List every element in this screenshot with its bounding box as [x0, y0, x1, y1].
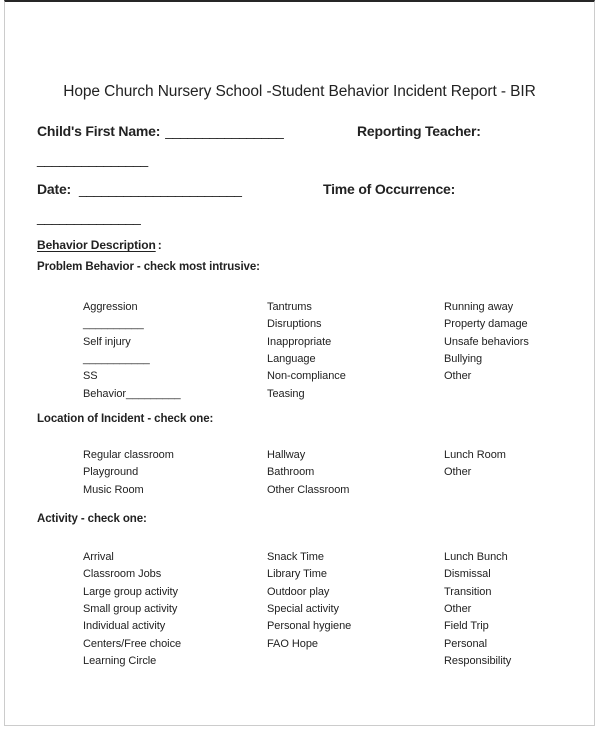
date-row [37, 181, 242, 199]
problem-behavior-item: Bullying [444, 352, 483, 365]
problem-behavior-item: Aggression [83, 301, 138, 313]
problem-behavior-item: SS [83, 370, 98, 383]
activity-item: Individual activity [83, 620, 166, 633]
date-blank: ______________________ [79, 181, 242, 197]
problem-behavior-col-2 [267, 299, 444, 403]
activity-item: Transition [444, 585, 492, 598]
activity-item: Personal hygiene [267, 620, 352, 633]
problem-behavior-item: Inappropriate [267, 335, 332, 348]
child-first-name-blank: ________________ [165, 123, 284, 139]
activity-col-2 [267, 549, 444, 670]
activity-item: FAO Hope [267, 637, 318, 650]
location-heading: Location of Incident - check one: [37, 413, 214, 425]
activity-item: Dismissal [444, 568, 491, 581]
activity-item: Other [444, 602, 472, 615]
activity-item: Lunch Bunch [444, 551, 508, 563]
reporting-teacher-label: Reporting Teacher: [357, 123, 481, 139]
problem-behavior-item: Non-compliance [267, 370, 346, 383]
blank-line: __________ [83, 318, 144, 331]
date-label: Date: [37, 181, 72, 197]
location-item: Other [444, 466, 472, 479]
activity-item: Learning Circle [83, 654, 157, 667]
problem-behavior-item: Running away [444, 301, 514, 313]
child-first-name-label: Child's First Name: [37, 123, 161, 139]
activity-col-1 [83, 549, 267, 670]
document-page [4, 0, 595, 726]
location-item: Lunch Room [444, 449, 506, 461]
problem-behavior-item: Self injury [83, 335, 131, 348]
activity-item: Snack Time [267, 551, 324, 563]
location-list [83, 447, 584, 499]
behavior-description-label: Behavior Description [37, 238, 156, 252]
location-col-3 [444, 447, 584, 499]
location-item: Music Room [83, 483, 144, 496]
page-title: Hope Church Nursery School -Student Behavior Incident Report - BIR [63, 83, 536, 100]
location-item: Hallway [267, 449, 306, 461]
behavior-description-colon: : [157, 238, 162, 252]
activity-list [83, 549, 584, 670]
blank-line: ___________ [83, 352, 150, 365]
location-item: Other Classroom [267, 483, 350, 496]
problem-behavior-item: Teasing [267, 387, 305, 400]
problem-behavior-item: Language [267, 352, 316, 365]
problem-behavior-item: Tantrums [267, 301, 312, 313]
activity-item: Outdoor play [267, 585, 330, 598]
activity-item: Classroom Jobs [83, 568, 162, 581]
problem-behavior-list [83, 299, 584, 403]
activity-col-3 [444, 549, 584, 670]
problem-behavior-col-3 [444, 299, 584, 403]
activity-heading: Activity - check one: [37, 513, 147, 525]
activity-item: Centers/Free choice [83, 637, 182, 650]
activity-item: Special activity [267, 602, 339, 615]
activity-item: Responsibility [444, 654, 512, 667]
location-col-1 [83, 447, 267, 499]
problem-behavior-item: Disruptions [267, 318, 322, 331]
problem-behavior-item: Property damage [444, 318, 528, 331]
location-col-2 [267, 447, 444, 499]
location-item: Bathroom [267, 466, 315, 479]
behavior-description-heading [37, 238, 162, 252]
problem-behavior-col-1 [83, 299, 267, 403]
reporting-teacher-blank: _______________ [37, 151, 148, 167]
time-of-occurrence-blank: ______________ [37, 209, 141, 225]
location-item: Playground [83, 466, 139, 479]
activity-item: Small group activity [83, 602, 178, 615]
problem-behavior-heading: Problem Behavior - check most intrusive: [37, 261, 260, 273]
activity-item: Large group activity [83, 585, 178, 598]
problem-behavior-item: Other [444, 370, 472, 383]
activity-item: Arrival [83, 551, 114, 563]
activity-item: Personal [444, 637, 488, 650]
time-of-occurrence-label: Time of Occurrence: [323, 181, 456, 197]
problem-behavior-item: Unsafe behaviors [444, 335, 529, 348]
child-first-name-row [37, 123, 283, 141]
location-item: Regular classroom [83, 449, 174, 461]
activity-item: Field Trip [444, 620, 489, 633]
problem-behavior-item: Behavior_________ [83, 387, 181, 400]
activity-item: Library Time [267, 568, 327, 581]
